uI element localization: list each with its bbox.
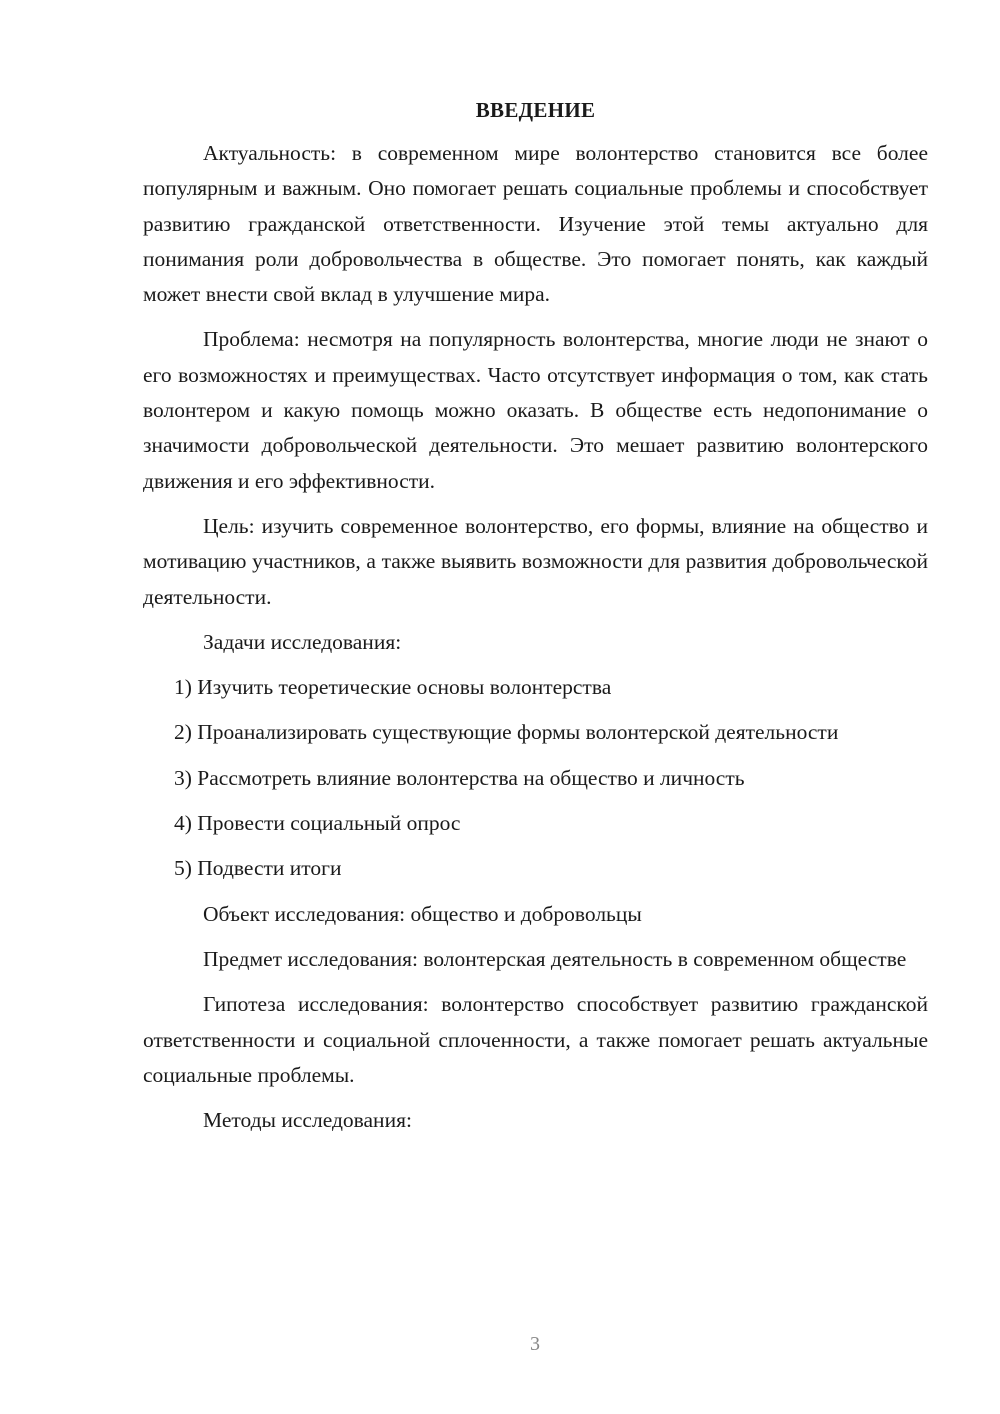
paragraph-relevance: Актуальность: в современном мире волонтерство становится все более популярным и важным. Оно помогает решать социальные проблемы и способствует развитию гражданской ответственности. Изучение этой темы актуально для понимания роли добровольчества в обществе. Это помогает понять, как каждый может внести свой вклад в улучшение мира. (143, 141, 928, 307)
task-item-5: 5) Подвести итоги (174, 856, 342, 881)
task-item-1: 1) Изучить теоретические основы волонтерства (174, 675, 612, 700)
methods-heading: Методы исследования: (203, 1108, 412, 1133)
document-page (143, 92, 928, 1148)
paragraph-hypothesis: Гипотеза исследования: волонтерство способствует развитию гражданской ответственности и социальной сплоченности, а также помогает решать актуальные социальные проблемы. (143, 992, 928, 1087)
paragraph-subject: Предмет исследования: волонтерская деятельность в современном обществе (203, 946, 907, 971)
tasks-heading: Задачи исследования: (203, 629, 402, 654)
paragraph-problem: Проблема: несмотря на популярность волонтерства, многие люди не знают о его возможностях и преимуществах. Часто отсутствует информация о том, как стать волонтером и какую помощь можно оказать. В обществе есть недопонимание о значимости добровольческой деятельности. Это мешает развитию волонтерского движения и его эффективности. (143, 327, 928, 493)
page-number: 3 (530, 1333, 540, 1355)
task-item-4: 4) Провести социальный опрос (174, 811, 461, 836)
paragraph-goal: Цель: изучить современное волонтерство, его формы, влияние на общество и мотивацию участников, а также выявить возможности для развития добровольческой деятельности. (143, 513, 928, 609)
task-item-3: 3) Рассмотреть влияние волонтерства на общество и личность (174, 765, 745, 790)
task-item-2: 2) Проанализировать существующие формы волонтерской деятельности (174, 720, 839, 745)
paragraph-object: Объект исследования: общество и добровольцы (203, 901, 642, 926)
page-title: ВВЕДЕНИЕ (475, 98, 596, 122)
